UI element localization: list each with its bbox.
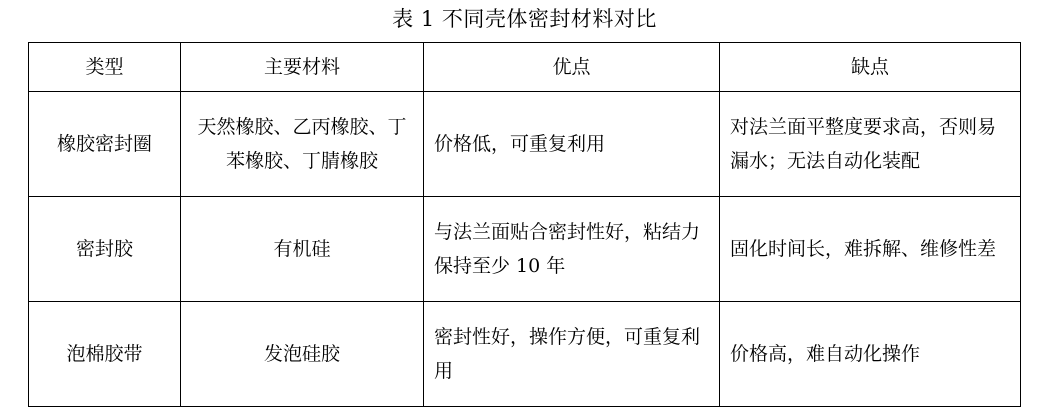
cell-material: 有机硅 bbox=[181, 197, 424, 302]
table-row bbox=[29, 302, 1021, 407]
table-row bbox=[29, 92, 1021, 197]
cell-type: 密封胶 bbox=[29, 197, 181, 302]
table-row bbox=[29, 197, 1021, 302]
cell-pros: 与法兰面贴合密封性好，粘结力保持至少 10 年 bbox=[424, 197, 720, 302]
cell-cons: 价格高，难自动化操作 bbox=[720, 302, 1021, 407]
cell-cons: 固化时间长，难拆解、维修性差 bbox=[720, 197, 1021, 302]
table-header-row bbox=[29, 43, 1021, 92]
cell-material: 发泡硅胶 bbox=[181, 302, 424, 407]
cell-cons: 对法兰面平整度要求高，否则易漏水；无法自动化装配 bbox=[720, 92, 1021, 197]
column-header-pros: 优点 bbox=[424, 43, 720, 92]
cell-pros: 密封性好，操作方便，可重复利用 bbox=[424, 302, 720, 407]
cell-material: 天然橡胶、乙丙橡胶、丁苯橡胶、丁腈橡胶 bbox=[181, 92, 424, 197]
table-caption: 表 1 不同壳体密封材料对比 bbox=[392, 7, 657, 31]
column-header-cons: 缺点 bbox=[720, 43, 1021, 92]
material-comparison-table bbox=[28, 42, 1021, 407]
cell-pros: 价格低，可重复利用 bbox=[424, 92, 720, 197]
column-header-type: 类型 bbox=[29, 43, 181, 92]
cell-type: 橡胶密封圈 bbox=[29, 92, 181, 197]
cell-type: 泡棉胶带 bbox=[29, 302, 181, 407]
column-header-material: 主要材料 bbox=[181, 43, 424, 92]
